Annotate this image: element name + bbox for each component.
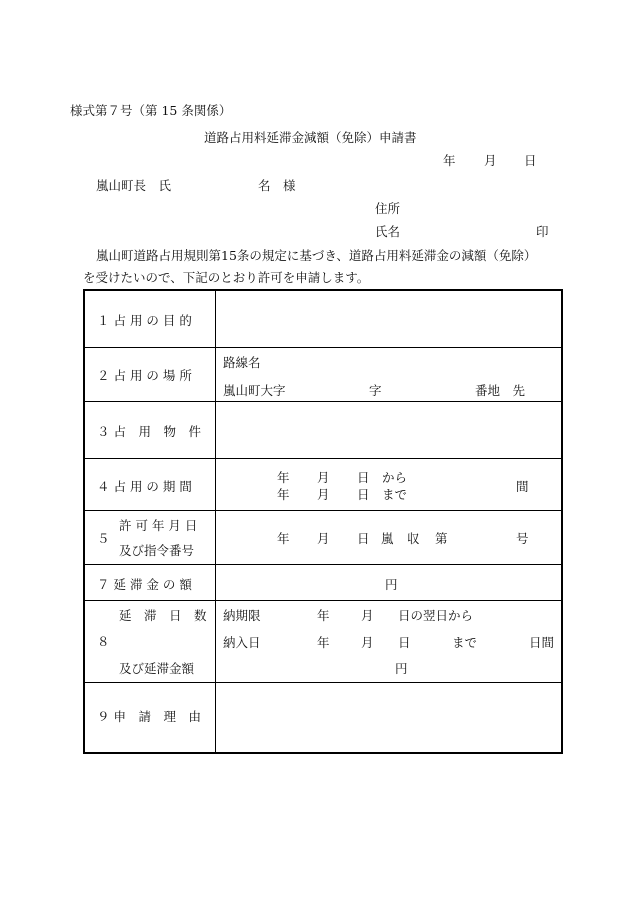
days-count: 日間: [529, 635, 555, 650]
place-oaza-label: 嵐山町大字: [223, 383, 286, 398]
table-row-purpose: [85, 291, 561, 348]
paid-month: 月: [361, 635, 374, 650]
route-name-label: 路線名: [223, 355, 261, 370]
row-label-period: ４ 占 用 の 期 間: [97, 479, 192, 494]
date-day-label: 日: [524, 153, 537, 168]
place-banchi-label: 番地 先: [475, 383, 526, 398]
permit-year: 年: [277, 531, 290, 546]
row-label-reason: ９ 申 請 理 由: [97, 709, 201, 724]
table-row-arrears: [85, 565, 561, 601]
row-label-directive-number: 及び指令番号: [119, 543, 195, 558]
row-label-location: ２ 占 用 の 場 所: [97, 368, 192, 383]
paid-until: まで: [452, 635, 478, 650]
row-number-permit: ５: [97, 531, 110, 546]
row-label-purpose: １ 占 用 の 目 的: [97, 313, 192, 328]
applicant-name-label: 氏名: [375, 224, 401, 239]
amount-yen: 円: [395, 661, 408, 676]
date-year-label: 年: [443, 153, 456, 168]
period-to-month: 月: [317, 487, 330, 502]
period-from-year: 年: [277, 470, 290, 485]
period-from-day: 日 から: [357, 470, 408, 485]
paid-label: 納入日: [223, 635, 261, 650]
permit-shu: 収: [407, 531, 420, 546]
table-row-object: [85, 402, 561, 459]
deadline-label: 納期限: [223, 608, 261, 623]
body-line-1: 嵐山町道路占用規則第15条の規定に基づき、道路占用料延滞金の減額（免除）: [96, 248, 537, 263]
row-label-arrears: ７ 延 滞 金 の 額: [97, 577, 192, 592]
applicant-address-label: 住所: [375, 201, 401, 216]
period-from-month: 月: [317, 470, 330, 485]
body-line-2: を受けたいので、下記のとおり許可を申請します。: [83, 270, 370, 285]
addressee-name: 名 様: [258, 178, 296, 193]
place-aza-label: 字: [369, 383, 382, 398]
form-number: 様式第７号（第 15 条関係）: [70, 103, 232, 118]
period-to-day: 日 まで: [357, 487, 408, 502]
application-table: [83, 289, 563, 754]
permit-month: 月: [317, 531, 330, 546]
deadline-next-day: 日の翌日から: [398, 608, 474, 623]
paid-year: 年: [317, 635, 330, 650]
deadline-year: 年: [317, 608, 330, 623]
table-row-reason: [85, 683, 561, 752]
permit-day: 日: [357, 531, 370, 546]
table-row-days: [85, 601, 561, 683]
row-label-object: ３ 占 用 物 件: [97, 424, 201, 439]
form-title: 道路占用料延滞金減額（免除）申請書: [204, 130, 417, 145]
deadline-month: 月: [361, 608, 374, 623]
period-to-year: 年: [277, 487, 290, 502]
table-row-location: [85, 348, 561, 402]
addressee-mayor: 嵐山町長 氏: [96, 178, 172, 193]
row-number-days: ８: [97, 634, 110, 649]
period-duration: 間: [516, 479, 529, 494]
row-label-amount: 及び延滞金額: [119, 661, 195, 676]
date-month-label: 月: [484, 153, 497, 168]
arrears-yen: 円: [385, 577, 398, 592]
permit-ran: 嵐: [381, 531, 394, 546]
permit-go: 号: [516, 531, 529, 546]
object-field[interactable]: [216, 402, 561, 458]
row-label-days: 延 滞 日 数: [119, 608, 207, 623]
table-row-permit: [85, 511, 561, 565]
permit-dai: 第: [435, 531, 448, 546]
table-row-period: [85, 459, 561, 511]
reason-field[interactable]: [216, 683, 561, 752]
row-label-permit-date: 許 可 年 月 日: [119, 518, 198, 533]
seal-mark: 印: [536, 224, 549, 239]
paid-day: 日: [398, 635, 411, 650]
purpose-field[interactable]: [216, 291, 561, 347]
